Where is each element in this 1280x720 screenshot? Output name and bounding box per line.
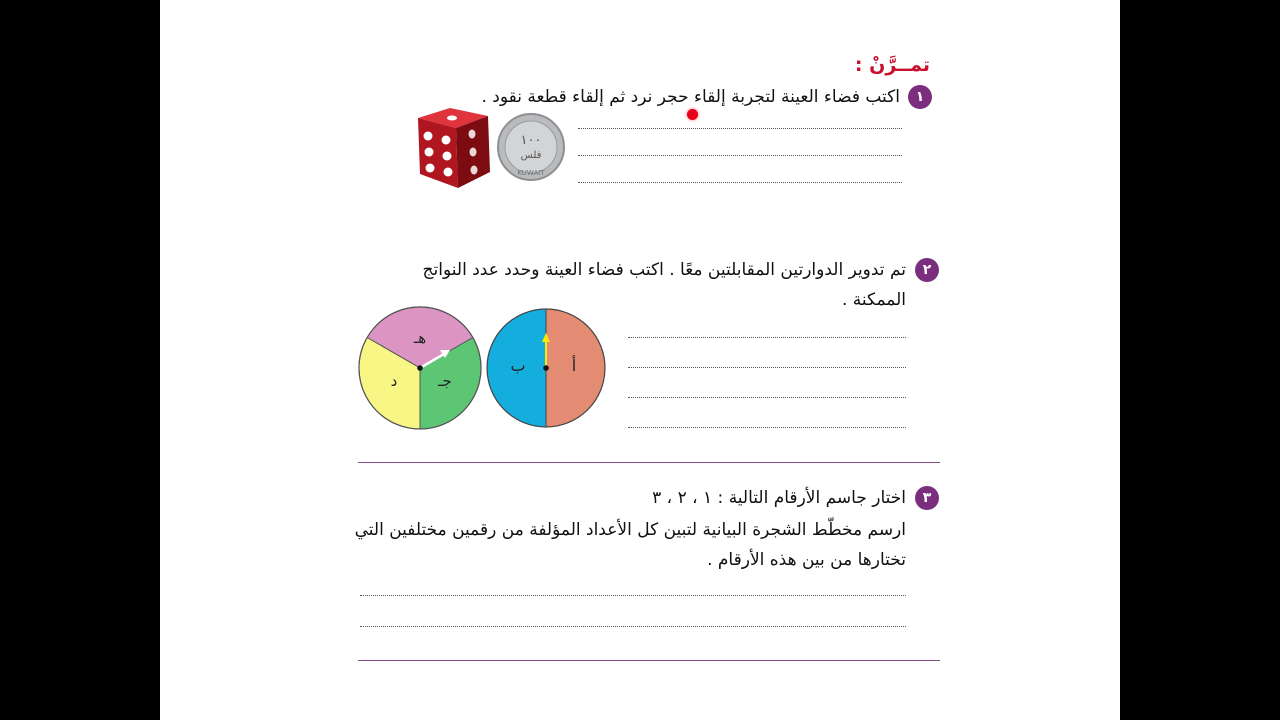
- question-3-number: ٣: [915, 486, 939, 510]
- answer-line[interactable]: [628, 397, 906, 398]
- section-divider: [358, 462, 940, 463]
- question-2-number: ٢: [915, 258, 939, 282]
- answer-line[interactable]: [578, 182, 902, 183]
- question-3-text-line-2: ارسم مخطّط الشجرة البيانية لتبين كل الأعداد المؤلفة من رقمين مختلفين التي: [354, 520, 906, 540]
- answer-line[interactable]: [360, 595, 906, 596]
- answer-line[interactable]: [360, 626, 906, 627]
- answer-line[interactable]: [578, 155, 902, 156]
- two-section-spinner: [486, 308, 606, 428]
- spinner-label-he: هـ: [413, 329, 427, 347]
- answer-line[interactable]: [578, 128, 902, 129]
- three-section-spinner: [358, 306, 482, 430]
- question-2-text-line-2: الممكنة .: [842, 290, 906, 310]
- question-3-text-line-3: تختارها من بين هذه الأرقام .: [707, 550, 906, 570]
- spinner-label-je: جـ: [438, 372, 452, 390]
- answer-line[interactable]: [628, 337, 906, 338]
- question-1-text: اكتب فضاء العينة لتجربة إلقاء حجر نرد ثم إلقاء قطعة نقود .: [481, 87, 900, 107]
- question-2-text-line-1: تم تدوير الدوارتين المقابلتين معًا . اكتب فضاء العينة وحدد عدد النواتج: [422, 260, 906, 280]
- spinner-label-dal: د: [390, 372, 398, 390]
- coin-value: ١٠٠: [520, 133, 542, 148]
- spinner-label-alef: أ: [571, 356, 577, 375]
- coin-image: [496, 112, 566, 182]
- answer-line[interactable]: [628, 427, 906, 428]
- dice-image: [412, 104, 496, 192]
- coin-country: KUWAIT: [517, 169, 545, 177]
- pointer-dot: [687, 109, 698, 120]
- coin-word: فلس: [520, 150, 542, 161]
- worksheet-page: [160, 0, 1120, 720]
- exercise-title: تمــرَّنْ :: [854, 54, 930, 76]
- answer-line[interactable]: [628, 367, 906, 368]
- spinner-label-ba: ب: [510, 356, 526, 375]
- section-divider: [358, 660, 940, 661]
- question-3-text-line-1: اختار جاسم الأرقام التالية : ١ ، ٢ ، ٣: [652, 488, 906, 508]
- question-1-number: ١: [908, 85, 932, 109]
